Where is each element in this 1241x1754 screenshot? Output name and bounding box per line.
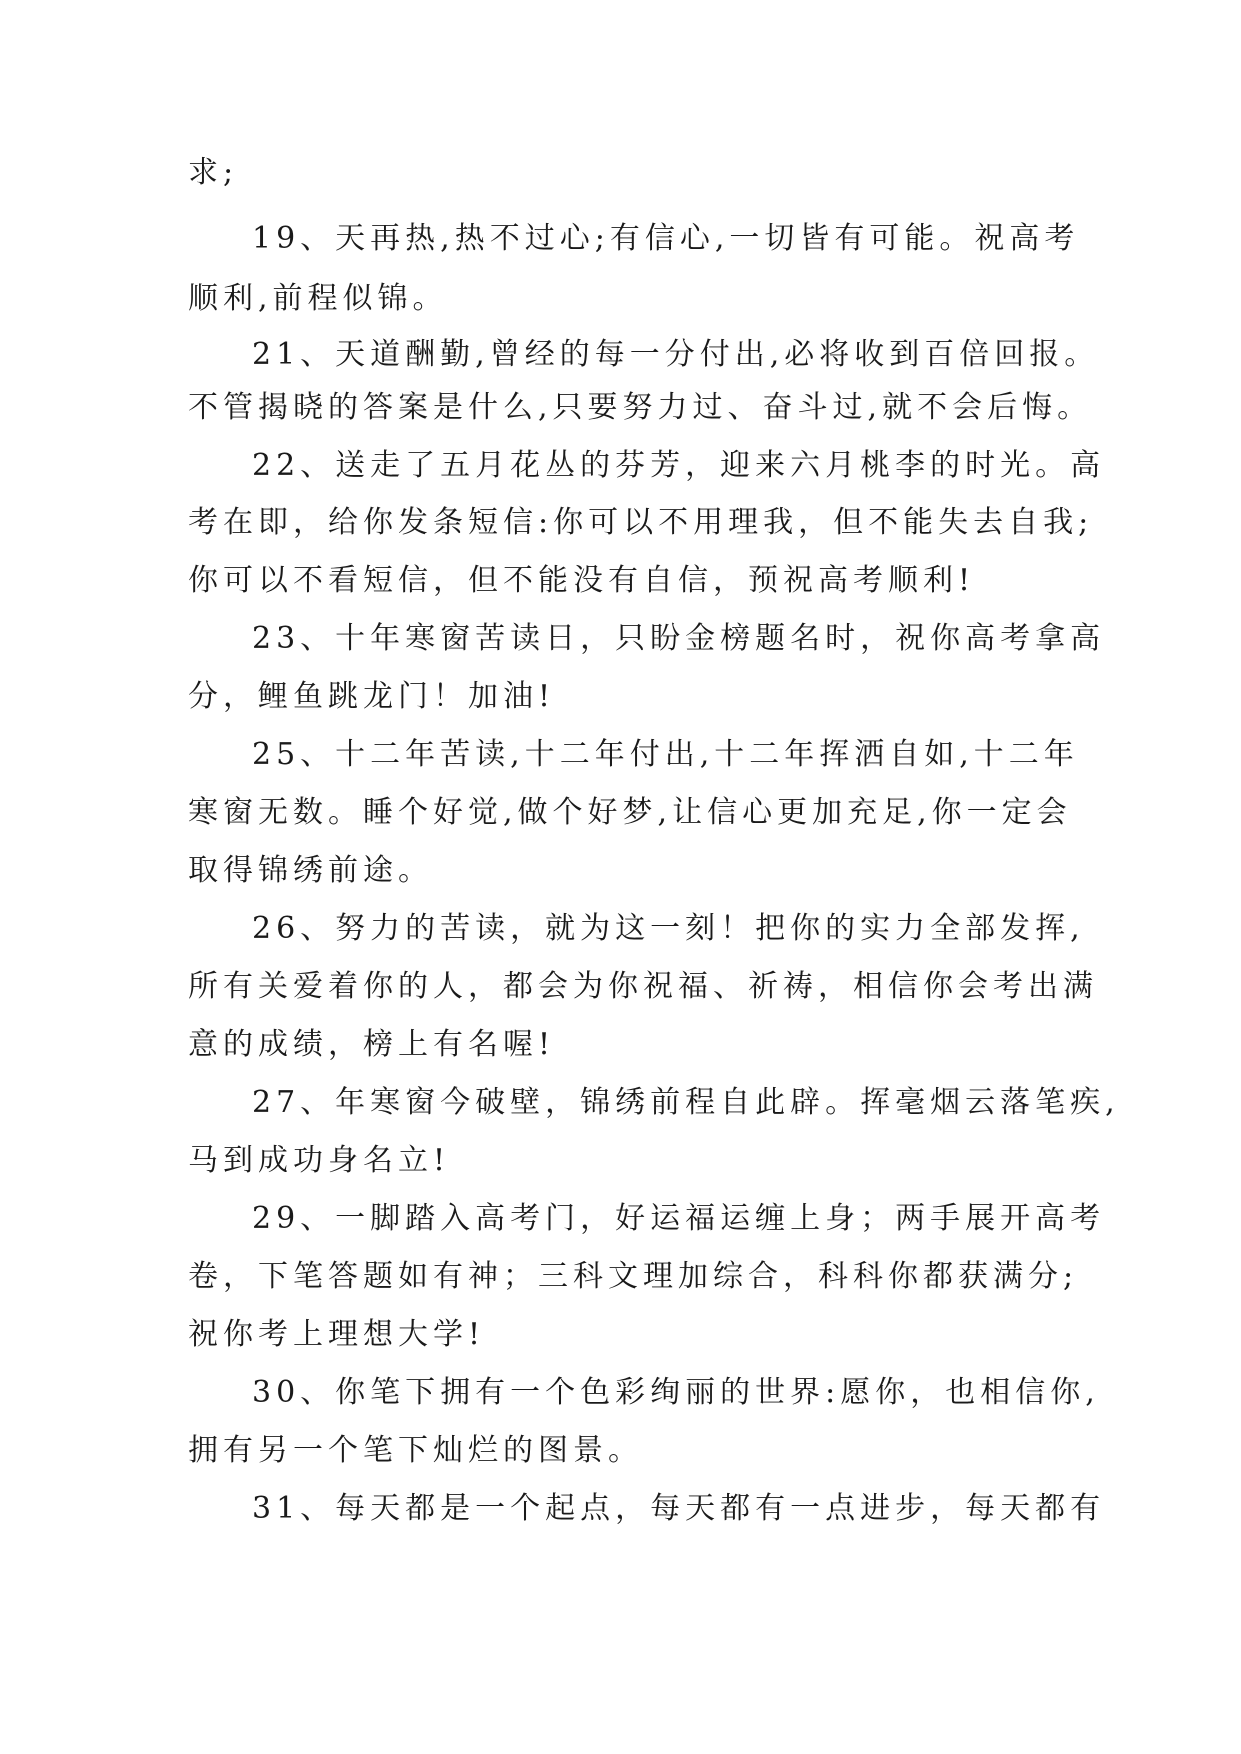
text-line: 31、每天都是一个起点，每天都有一点进步，每天都有	[252, 1491, 1106, 1526]
text-line: 考在即，给你发条短信:你可以不用理我，但不能失去自我;	[188, 505, 1094, 540]
text-line: 分，鲤鱼跳龙门！加油!	[188, 679, 556, 714]
text-line: 23、十年寒窗苦读日，只盼金榜题名时，祝你高考拿高	[252, 621, 1106, 656]
text-line: 30、你笔下拥有一个色彩绚丽的世界:愿你，也相信你,	[252, 1375, 1100, 1410]
text-line: 27、年寒窗今破壁，锦绣前程自此辟。挥毫烟云落笔疾,	[252, 1085, 1120, 1120]
text-line: 拥有另一个笔下灿烂的图景。	[188, 1433, 643, 1468]
text-line: 22、送走了五月花丛的芬芳，迎来六月桃李的时光。高	[252, 448, 1106, 483]
text-line: 不管揭晓的答案是什么,只要努力过、奋斗过,就不会后悔。	[188, 390, 1093, 425]
text-line: 21、天道酬勤,曾经的每一分付出,必将收到百倍回报。	[252, 337, 1100, 372]
text-line: 祝你考上理想大学!	[188, 1317, 486, 1352]
text-line: 马到成功身名立!	[188, 1143, 451, 1178]
text-line: 意的成绩，榜上有名喔!	[188, 1027, 556, 1062]
text-line: 26、努力的苦读，就为这一刻！把你的实力全部发挥,	[252, 911, 1085, 946]
text-line: 25、十二年苦读,十二年付出,十二年挥洒自如,十二年	[252, 737, 1079, 772]
text-line: 取得锦绣前途。	[188, 853, 433, 888]
text-line: 卷，下笔答题如有神；三科文理加综合，科科你都获满分;	[188, 1259, 1079, 1294]
text-line: 29、一脚踏入高考门，好运福运缠上身；两手展开高考	[252, 1201, 1106, 1236]
text-line: 顺利,前程似锦。	[188, 281, 448, 316]
text-line: 你可以不看短信，但不能没有自信，预祝高考顺利!	[188, 563, 976, 598]
text-line: 求;	[188, 155, 239, 190]
text-line: 19、天再热,热不过心;有信心,一切皆有可能。祝高考	[252, 221, 1080, 256]
text-line: 寒窗无数。睡个好觉,做个好梦,让信心更加充足,你一定会	[188, 795, 1072, 830]
text-line: 所有关爱着你的人，都会为你祝福、祈祷，相信你会考出满	[188, 969, 1098, 1004]
